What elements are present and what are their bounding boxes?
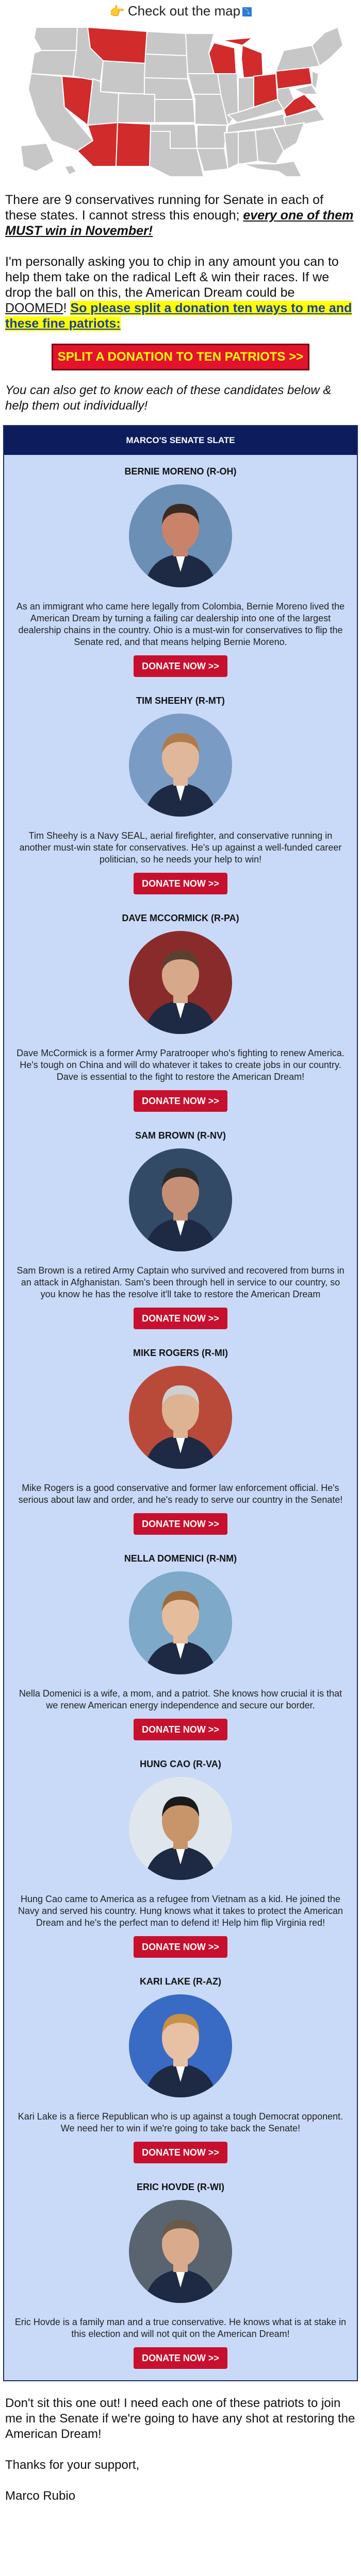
state-co <box>118 93 155 123</box>
candidate-portrait-icon <box>129 1366 232 1469</box>
candidate-bio: Nella Domenici is a wife, a mom, and a patriot. She knows how crucial it is that we renew American energy independence and secure our border. <box>19 1688 342 1710</box>
candidate-card <box>4 2171 357 2376</box>
state-sd <box>144 54 188 79</box>
candidate-photo <box>129 1777 232 1880</box>
map-header <box>3 0 358 19</box>
state-ks <box>155 99 195 123</box>
closing-signature: Marco Rubio <box>5 2489 76 2503</box>
candidate-photo <box>129 931 232 1034</box>
us-map-svg <box>15 22 346 177</box>
intro-p2-highlight-link[interactable]: So please split a donation ten ways to me and these fine patriots: <box>5 301 352 331</box>
candidate-photo <box>129 714 232 817</box>
candidate-bio: Kari Lake is a fierce Republican who is up against a tough Democrat opponent. We need her to win if we're going to take back the Senate! <box>18 2111 343 2133</box>
split-donation-button[interactable]: SPLIT A DONATION TO TEN PATRIOTS >> <box>52 344 309 370</box>
state-wi <box>209 43 236 74</box>
candidate-portrait-icon <box>129 931 232 1034</box>
candidate-portrait-icon <box>129 714 232 817</box>
candidate-bio: As an immigrant who came here legally from Colombia, Bernie Moreno lived the American Dream by turning a failing car dealership into one of the largest dealership chains in the country. Ohio is a must-win for conservatives to flip the Senate red, and that means helping Bernie Moreno. <box>16 601 345 647</box>
candidate-bio: Hung Cao came to America as a refugee from Vietnam as a kid. He joined the Navy and served his country. Hung knows what it takes to protect the American Dream and he's the perfect man to defend it! Help him flip Virginia red! <box>18 1894 343 1928</box>
candidate-list <box>4 455 357 2376</box>
state-fl <box>242 161 302 177</box>
intro-section <box>3 177 358 331</box>
candidate-card <box>4 684 357 902</box>
arrow-down-icon: ⤵ <box>242 7 252 16</box>
candidate-photo <box>129 1366 232 1469</box>
state-ak <box>21 143 54 172</box>
candidate-card <box>4 1336 357 1542</box>
closing-paragraph: Don't sit this one out! I need each one of these patriots to join me in the Senate if we're going to have any shot at restoring the American Dream! <box>5 2396 355 2441</box>
donate-now-button[interactable]: DONATE NOW >> <box>134 1513 227 1535</box>
candidate-portrait-icon <box>129 484 232 587</box>
candidate-bio: Sam Brown is a retired Army Captain who survived and recovered from burns in an attack in Afghanistan. Sam's been through hell in service to our country, so you know he has the resolve it'll take to restore the American Dream <box>17 1265 344 1299</box>
intro-p1-emphasis: every one of them MUST win in November! <box>5 208 354 238</box>
candidate-card <box>4 1965 357 2171</box>
closing-section <box>3 2381 358 2504</box>
intro-p2-text: I'm personally asking you to chip in any amount you can to help them take on the radical Left & win their races. If we drop the ball on this, the American Dream could be <box>5 255 339 300</box>
get-to-know-text: You can also get to know each of these candidates below & help them out individually! <box>5 383 332 413</box>
state-nm <box>116 123 151 166</box>
slate-title: MARCO'S SENATE SLATE <box>4 426 357 455</box>
candidate-name: KARI LAKE (R-AZ) <box>140 1976 221 1987</box>
candidate-name: MIKE ROGERS (R-MI) <box>133 1348 228 1358</box>
candidate-bio: Mike Rogers is a good conservative and former law enforcement official. He's serious about law and order, and he's ready to serve our country in the Senate! <box>18 1483 343 1505</box>
candidate-name: HUNG CAO (R-VA) <box>140 1759 221 1769</box>
state-wa <box>34 27 77 50</box>
candidate-card <box>4 1748 357 1965</box>
state-nd <box>145 31 187 56</box>
candidate-name: TIM SHEEHY (R-MT) <box>136 696 225 706</box>
intro-p1-text: There are 9 conservatives running for Senate in each of these states. I cannot stress this enough; <box>5 193 324 223</box>
candidate-card <box>4 902 357 1119</box>
candidate-photo <box>129 1148 232 1251</box>
state-wy <box>101 61 145 94</box>
candidate-photo <box>129 484 232 587</box>
state-in <box>238 78 254 112</box>
donate-now-button[interactable]: DONATE NOW >> <box>134 1719 227 1740</box>
candidate-portrait-icon <box>129 2200 232 2303</box>
state-ar <box>197 125 227 148</box>
state-nj <box>312 71 319 89</box>
candidate-portrait-icon <box>129 1148 232 1251</box>
senate-slate <box>3 425 358 2381</box>
us-senate-map[interactable] <box>15 22 346 177</box>
candidate-portrait-icon <box>129 1777 232 1880</box>
candidate-portrait-icon <box>129 1571 232 1674</box>
candidate-name: ERIC HOVDE (R-WI) <box>137 2182 224 2192</box>
state-or <box>31 50 76 76</box>
donate-now-button[interactable]: DONATE NOW >> <box>134 873 227 894</box>
state-hi <box>64 165 76 175</box>
candidate-card <box>4 1542 357 1748</box>
candidate-name: NELLA DOMENICI (R-NM) <box>124 1553 237 1564</box>
candidate-name: SAM BROWN (R-NV) <box>135 1130 226 1141</box>
donate-now-button[interactable]: DONATE NOW >> <box>134 2142 227 2163</box>
candidate-bio: Eric Hovde is a family man and a true conservative. He knows what is at stake in this election and will not quit on the American Dream! <box>14 2317 347 2339</box>
candidate-bio: Tim Sheehy is a Navy SEAL, aerial firefighter, and conservative running in another must-win state for conservatives. He's up against a well-funded career politician, so he needs your help to win! <box>19 831 342 865</box>
intro-paragraph-2 <box>5 254 356 331</box>
candidate-card <box>4 455 357 684</box>
candidate-name: BERNIE MORENO (R-OH) <box>124 466 237 477</box>
slate-bottom-spacer <box>4 2376 357 2380</box>
state-al <box>238 130 258 164</box>
pointing-hand-icon: 👉 <box>109 5 125 19</box>
donate-now-button[interactable]: DONATE NOW >> <box>134 2347 227 2369</box>
candidate-photo <box>129 2200 232 2303</box>
candidate-bio: Dave McCormick is a former Army Paratrooper who's fighting to renew America. He's tough on China and will do whatever it takes to create jobs in our country. Dave is essential to the fight to restore the American Dream! <box>17 1048 344 1082</box>
candidate-photo <box>129 1994 232 2097</box>
intro-p2-doomed: DOOMED <box>5 301 63 315</box>
intro-paragraph-1 <box>5 192 356 239</box>
intro-p2-punct: ! <box>63 301 71 315</box>
donate-now-button[interactable]: DONATE NOW >> <box>134 1308 227 1329</box>
candidate-card <box>4 1119 357 1336</box>
map-label: Check out the map <box>127 3 241 19</box>
closing-thanks: Thanks for your support, <box>5 2458 140 2472</box>
candidate-photo <box>129 1571 232 1674</box>
donate-now-button[interactable]: DONATE NOW >> <box>134 655 227 677</box>
state-ia <box>188 74 221 94</box>
candidate-name: DAVE MCCORMICK (R-PA) <box>122 913 239 923</box>
donate-now-button[interactable]: DONATE NOW >> <box>134 1936 227 1958</box>
candidate-portrait-icon <box>129 1994 232 2097</box>
donate-now-button[interactable]: DONATE NOW >> <box>134 1090 227 1112</box>
